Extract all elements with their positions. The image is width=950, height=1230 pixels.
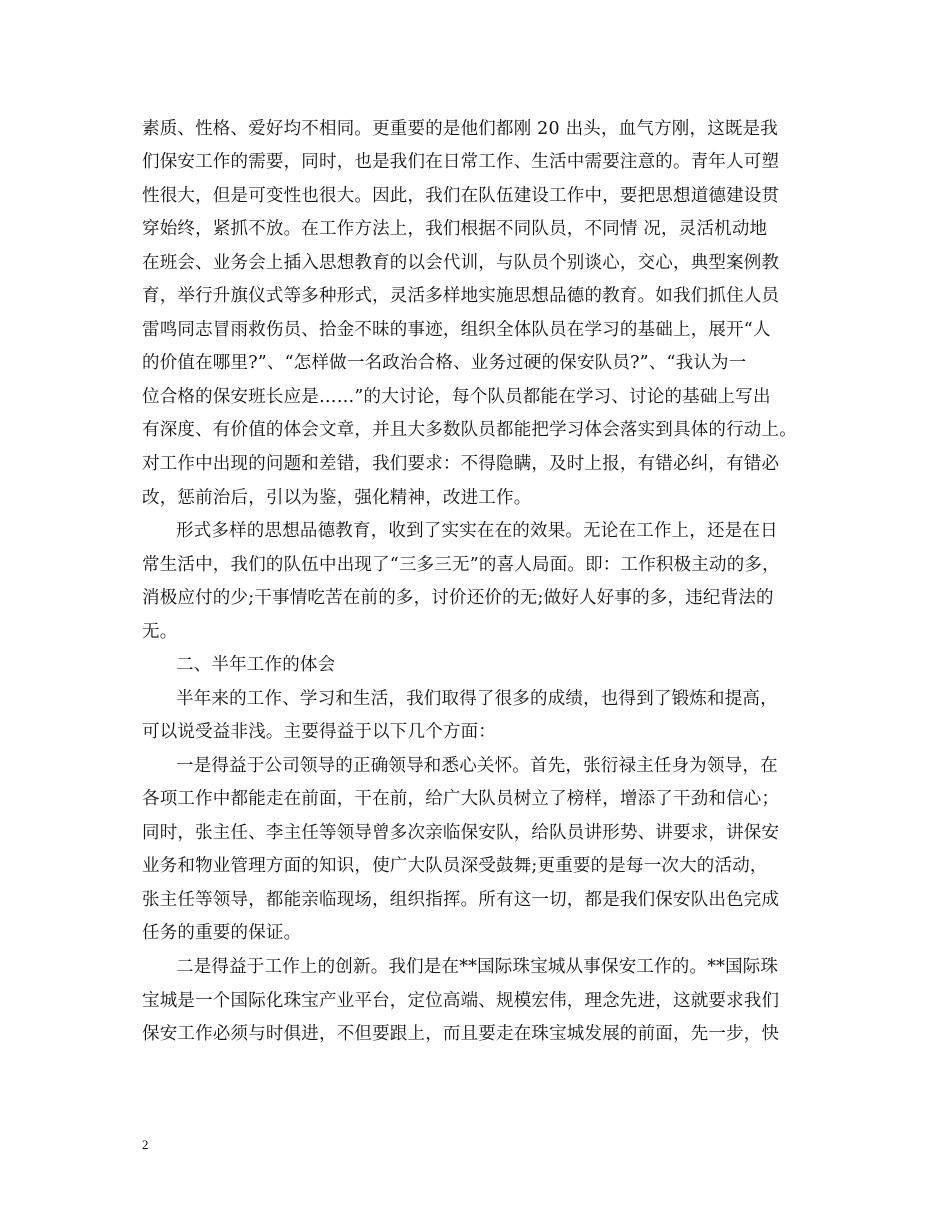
text-line: 形式多样的思想品德教育，收到了实实在在的效果。无论在工作上，还是在日: [176, 521, 778, 541]
text-line: 同时，张主任、李主任等领导曾多次亲临保安队，给队员讲形势、讲要求，讲保安: [142, 823, 780, 843]
text-line: 保安工作必须与时俱进，不但要跟上，而且要走在珠宝城发展的前面，先一步，快: [142, 1024, 780, 1044]
text-line: 雷鸣同志冒雨救伤员、拾金不昧的事迹，组织全体队员在学习的基础上，展开“人: [142, 320, 771, 340]
text-line: 改，惩前治后，引以为鉴，强化精神，改进工作。: [142, 488, 532, 508]
text-line: 对工作中出现的问题和差错，我们要求：不得隐瞒，及时上报，有错必纠，有错必: [142, 454, 780, 474]
text-line: 张主任等领导，都能亲临现场，组织指挥。所有这一切，都是我们保安队出色完成: [142, 890, 780, 910]
text-line: 在班会、业务会上插入思想教育的以会代训，与队员个别谈心，交心，典型案例教: [142, 253, 780, 273]
text-line: 穿始终，紧抓不放。在工作方法上，我们根据不同队员，不同情 况，灵活机动地: [142, 219, 768, 239]
text-line: 半年来的工作、学习和生活，我们取得了很多的成绩，也得到了锻炼和提高，: [176, 689, 778, 709]
text-line: 消极应付的少;干事情吃苦在前的多，讨价还价的无;做好人好事的多，违纪背法的: [142, 588, 774, 608]
text-line: 二是得益于工作上的创新。我们是在**国际珠宝城从事保安工作的。**国际珠: [176, 957, 779, 977]
text-line: 宝城是一个国际化珠宝产业平台，定位高端、规模宏伟，理念先进，这就要求我们: [142, 991, 780, 1011]
text-line: 可以说受益非浅。主要得益于以下几个方面：: [142, 722, 496, 742]
text-line: 育，举行升旗仪式等多种形式，灵活多样地实施思想品德的教育。如我们抓住人员: [142, 286, 780, 306]
text-line: 的价值在哪里?”、“怎样做一名政治合格、业务过硬的保安队员?”、“我认为一: [142, 353, 747, 373]
section-heading: 二、半年工作的体会: [176, 655, 336, 675]
text-line: 常生活中，我们的队伍中出现了“三多三无”的喜人局面。即：工作积极主动的多，: [142, 555, 780, 575]
text-line: 有深度、有价值的体会文章，并且大多数队员都能把学习体会落实到具体的行动上。: [142, 420, 797, 440]
text-line: 位合格的保安班长应是……”的大讨论，每个队员都能在学习、讨论的基础上写出: [142, 387, 771, 407]
text-line: 业务和物业管理方面的知识，使广大队员深受鼓舞;更重要的是每一次大的活动，: [142, 856, 768, 876]
text-line: 无。: [142, 622, 178, 642]
text-line: 各项工作中都能走在前面，干在前，给广大队员树立了榜样，增添了干劲和信心；: [142, 789, 780, 809]
text-line: 一是得益于公司领导的正确领导和悉心关怀。首先，张衍禄主任身为领导，在: [176, 756, 778, 776]
text-line: 素质、性格、爱好均不相同。更重要的是他们都刚 20 出头，血气方刚，这既是我: [142, 119, 778, 139]
text-line: 任务的重要的保证。: [142, 923, 302, 943]
text-line: 性很大，但是可变性也很大。因此，我们在队伍建设工作中，要把思想道德建设贯: [142, 186, 780, 206]
page-number: 2: [142, 1137, 149, 1152]
text-line: 们保安工作的需要，同时，也是我们在日常工作、生活中需要注意的。青年人可塑: [142, 152, 780, 172]
